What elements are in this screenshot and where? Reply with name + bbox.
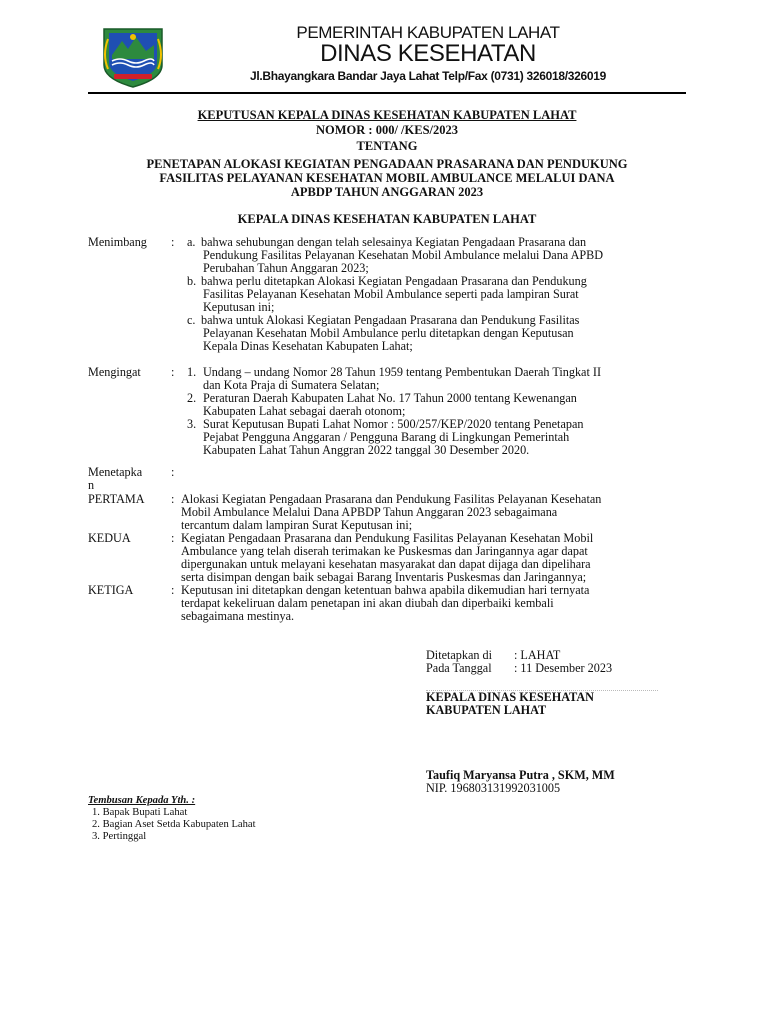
signature-office: KEPALA DINAS KESEHATAN <box>426 690 594 704</box>
letterhead-government: PEMERINTAH KABUPATEN LAHAT <box>296 23 560 42</box>
decree-subject-line: PENETAPAN ALOKASI KEGIATAN PENGADAAN PRASARANA DAN PENDUKUNG <box>146 157 628 171</box>
menimbang-colon: : <box>171 235 175 249</box>
menimbang-line: bahwa untuk Alokasi Kegiatan Pengadaan Prasarana dan Pendukung Fasilitas <box>201 313 580 327</box>
diktum-kedua-line: dipergunakan untuk melayani kesehatan masyarakat dan dapat dijaga dan dipelihara <box>181 557 591 571</box>
mengingat-line: Pejabat Pengguna Anggaran / Pengguna Barang di Lingkungan Pemerintah <box>203 430 570 444</box>
tembusan-item: 1. Bapak Bupati Lahat <box>92 807 188 818</box>
diktum-pertama-line: Mobil Ambulance Melalui Dana APBDP Tahun Anggaran 2023 sebagaimana <box>181 505 558 519</box>
decree-tentang: TENTANG <box>356 139 418 153</box>
mengingat-line: Kabupaten Lahat sebagai daerah otonom; <box>203 404 406 418</box>
diktum-label-ketiga: KETIGA <box>88 583 134 597</box>
diktum-colon: : <box>171 583 175 597</box>
mengingat-marker: 2. <box>187 391 197 405</box>
decree-subject-line: FASILITAS PELAYANAN KESEHATAN MOBIL AMBULANCE MELALUI DANA <box>159 171 615 185</box>
menimbang-line: bahwa perlu ditetapkan Alokasi Kegiatan Pengadaan Prasarana dan Pendukung <box>201 274 587 288</box>
diktum-kedua-line: Ambulance yang telah diserah terimakan ke Puskesmas dan Jaringannya agar dapat <box>181 544 588 558</box>
diktum-kedua-line: serta disimpan dengan baik sebagai Barang Inventaris Puskesmas dan Jaringannya; <box>181 570 587 584</box>
diktum-label-kedua: KEDUA <box>88 531 131 545</box>
letterhead-agency: DINAS KESEHATAN <box>320 40 536 67</box>
signatory-nip: NIP. 196803131992031005 <box>426 781 561 795</box>
diktum-ketiga-line: sebagaimana mestinya. <box>181 609 295 623</box>
mengingat-line: Peraturan Daerah Kabupaten Lahat No. 17 Tahun 2000 tentang Kewenangan <box>203 391 577 405</box>
diktum-ketiga-line: terdapat kekeliruan dalam penetapan ini akan diubah dan diperbaiki kembali <box>181 596 554 610</box>
diktum-colon: : <box>171 492 175 506</box>
menimbang-line: Pelayanan Kesehatan Mobil Ambulance perlu ditetapkan dengan Keputusan <box>203 326 574 340</box>
diktum-colon: : <box>171 531 175 545</box>
mengingat-marker: 1. <box>187 365 197 379</box>
menetapkan-colon: : <box>171 465 175 479</box>
tembusan-item: 2. Bagian Aset Setda Kabupaten Lahat <box>92 819 256 830</box>
mengingat-label: Mengingat <box>88 365 141 379</box>
mengingat-line: Undang – undang Nomor 28 Tahun 1959 tentang Pembentukan Daerah Tingkat II <box>203 365 601 379</box>
menimbang-line: Kepala Dinas Kesehatan Kabupaten Lahat; <box>203 339 413 353</box>
signature-place-label: Ditetapkan di <box>426 648 492 662</box>
menimbang-marker: c. <box>187 313 196 327</box>
menetapkan-label-cont: n <box>88 478 95 492</box>
signature-date-value: : 11 Desember 2023 <box>514 661 613 675</box>
diktum-label-pertama: PERTAMA <box>88 492 145 506</box>
decree-title: KEPUTUSAN KEPALA DINAS KESEHATAN KABUPATEN LAHAT <box>197 108 577 122</box>
signature-place-value: : LAHAT <box>514 648 561 662</box>
letterhead-address: Jl.Bhayangkara Bandar Jaya Lahat Telp/Fax (0731) 326018/326019 <box>249 69 607 83</box>
menimbang-line: bahwa sehubungan dengan telah selesainya Kegiatan Pengadaan Prasarana dan <box>201 235 587 249</box>
mengingat-marker: 3. <box>187 417 197 431</box>
tembusan-title: Tembusan Kepada Yth. : <box>88 795 196 806</box>
letterhead-rule <box>88 92 686 94</box>
diktum-pertama-line: tercantum dalam lampiran Surat Keputusan ini; <box>181 518 413 532</box>
mengingat-line: Kabupaten Lahat Tahun Anggran 2022 tanggal 30 Desember 2020. <box>203 443 530 457</box>
menimbang-line: Fasilitas Pelayanan Kesehatan Mobil Ambulance seperti pada lampiran Surat <box>203 287 579 301</box>
signature-office-region: KABUPATEN LAHAT <box>426 703 547 717</box>
decree-subject-line: APBDP TAHUN ANGGARAN 2023 <box>290 185 484 199</box>
menimbang-line: Pendukung Fasilitas Pelayanan Kesehatan Mobil Ambulance melalui Dana APBD <box>203 248 604 262</box>
menimbang-marker: a. <box>187 235 196 249</box>
menimbang-label: Menimbang <box>88 235 147 249</box>
tembusan-item: 3. Pertinggal <box>92 831 147 842</box>
mengingat-line: Surat Keputusan Bupati Lahat Nomor : 500/257/KEP/2020 tentang Penetapan <box>203 417 584 431</box>
menimbang-line: Perubahan Tahun Anggaran 2023; <box>203 261 369 275</box>
menetapkan-label: Menetapka <box>88 465 143 479</box>
mengingat-line: dan Kota Praja di Sumatera Selatan; <box>203 378 380 392</box>
diktum-kedua-line: Kegiatan Pengadaan Prasarana dan Pendukung Fasilitas Pelayanan Kesehatan Mobil <box>181 531 594 545</box>
menimbang-marker: b. <box>187 274 197 288</box>
diktum-pertama-line: Alokasi Kegiatan Pengadaan Prasarana dan Pendukung Fasilitas Pelayanan Kesehatan <box>181 492 602 506</box>
mengingat-colon: : <box>171 365 175 379</box>
signature-date-label: Pada Tanggal <box>426 661 492 675</box>
diktum-ketiga-line: Keputusan ini ditetapkan dengan ketentuan bahwa apabila dikemudian hari ternyata <box>181 583 590 597</box>
decree-number: NOMOR : 000/ /KES/2023 <box>315 123 459 137</box>
decree-authority: KEPALA DINAS KESEHATAN KABUPATEN LAHAT <box>237 212 537 226</box>
menimbang-line: Keputusan ini; <box>203 300 275 314</box>
signatory-name: Taufiq Maryansa Putra , SKM, MM <box>426 768 615 782</box>
